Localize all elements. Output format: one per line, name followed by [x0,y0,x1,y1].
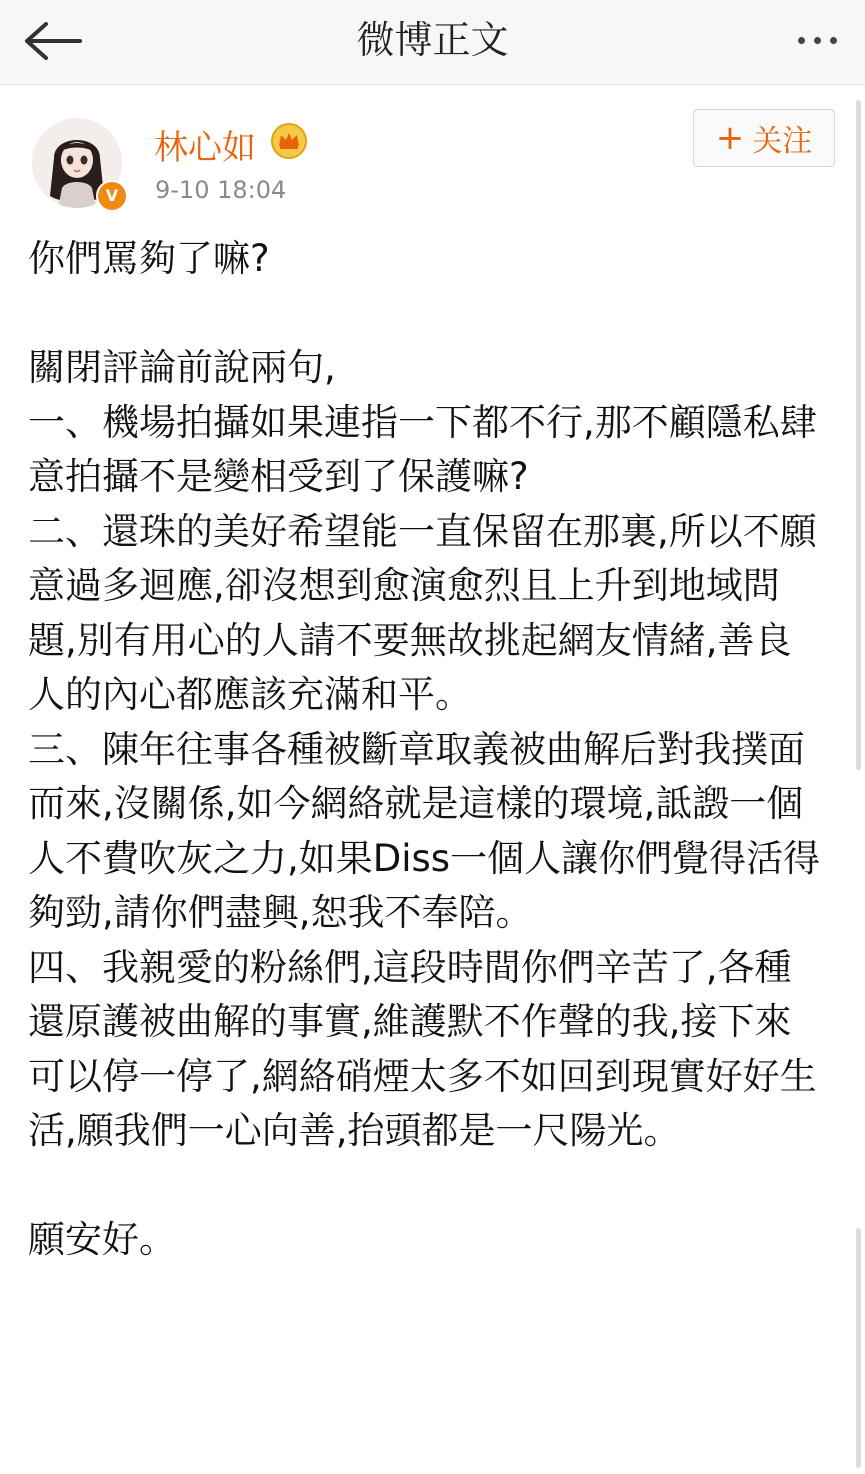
more-button[interactable] [787,18,847,62]
crown-icon [270,122,308,160]
follow-button[interactable] [693,109,835,167]
plus-icon: + [715,118,745,158]
post-text: 你們罵夠了嘛? 關閉評論前說兩句, 一、機場拍攝如果連指一下都不行,那不顧隱私肆意拍攝不是變相受到了保護嘛? 二、還珠的美好希望能一直保留在那裏,所以不願意過多迴應,卻沒想到愈演愈烈且上升到地域問題,別有用心的人請不要無故挑起網友情緒,善良人的內心都應該充滿和平。 三、陳年往事各種被斷章取義被曲解后對我撲面而來,沒關係,如今網絡就是這樣的環境,詆譭一個人不費吹灰之力,如果Diss一個人讓你們覺得活得夠勁,請你們盡興,恕我不奉陪。 四、我親愛的粉絲們,這段時間你們辛苦了,各種還原護被曲解的事實,維護默不作聲的我,接下來可以停一停了,網絡硝煙太多不如回到現實好好生活,願我們一心向善,抬頭都是一尺陽光。 願安好。 [28,237,821,1261]
page-title: 微博正文 [356,18,509,62]
top-nav-bar [0,0,865,85]
post-header [0,84,865,224]
more-dot [814,37,821,44]
scrollbar[interactable] [856,1228,861,1468]
post-timestamp: 9-10 18:04 [155,176,287,204]
more-dot [830,37,837,44]
scrollbar[interactable] [856,100,861,770]
follow-label: 关注 [752,124,813,159]
verified-badge: V [96,180,128,212]
more-dots-icon [798,37,805,44]
author-name[interactable]: 林心如 [154,128,256,168]
